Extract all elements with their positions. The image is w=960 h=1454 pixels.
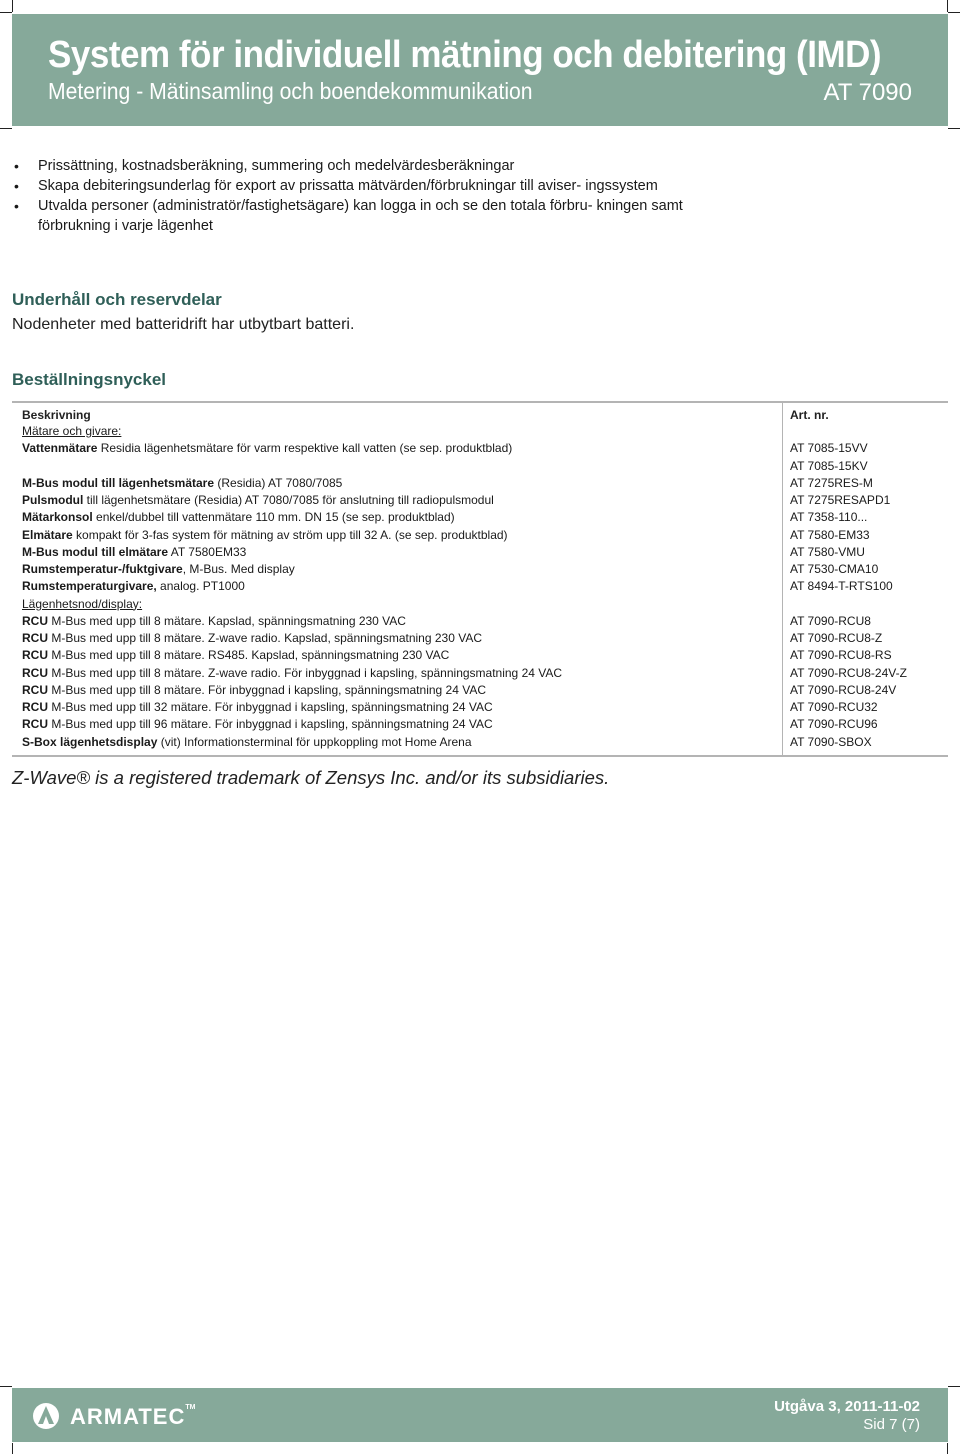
crop-mark (0, 128, 12, 129)
list-item: • Skapa debiteringsunderlag för export av prissatta mätvärden/förbrukningar till aviser- ingssystem (12, 176, 692, 196)
row-detail: till lägenhetsmätare (Residia) AT 7080/7085 för anslutning till radiopulsmodul (83, 493, 494, 507)
row-article-number: AT 7090-RCU8 (790, 613, 871, 628)
trademark-note: Z-Wave® is a registered trademark of Zensys Inc. and/or its subsidiaries. (12, 767, 610, 788)
row-detail: Residia lägenhetsmätare för varm respektive kall vatten (se sep. produktblad) (97, 441, 513, 456)
table-row (12, 613, 948, 630)
row-description (22, 509, 455, 526)
table-row (12, 665, 948, 682)
product-code: AT 7090 (823, 79, 912, 106)
row-detail: analog. PT1000 (156, 579, 245, 594)
table-row (12, 527, 948, 544)
row-lead: RCU (22, 665, 48, 680)
row-lead: RCU (22, 682, 48, 697)
row-detail: M-Bus med upp till 8 mätare. För inbyggnad i kapsling, spänningsmatning 24 VAC (48, 682, 487, 697)
table-row (12, 440, 948, 457)
row-description (22, 596, 142, 613)
row-article-number: AT 7090-SBOX (790, 734, 872, 749)
page-title: System för individuell mätning och debitering (IMD) (48, 34, 882, 76)
row-article-number: AT 7090-RCU8-Z (790, 631, 883, 645)
row-detail: M-Bus med upp till 8 mätare. Kapslad, spänningsmatning 230 VAC (48, 613, 406, 628)
order-key-heading: Beställningsnyckel (12, 370, 167, 389)
column-header-description: Beskrivning (22, 408, 91, 422)
row-lead: Rumstemperaturgivare, (22, 579, 157, 594)
row-detail: (Residia) AT 7080/7085 (214, 475, 343, 490)
row-detail: enkel/dubbel till vattenmätare 110 mm. DN 15 (se sep. produktblad) (92, 510, 455, 525)
row-lead: RCU (22, 700, 48, 714)
row-description (22, 475, 342, 492)
row-article-number: AT 7090-RCU8-24V (790, 682, 897, 697)
brand-name (70, 1404, 195, 1430)
row-article-number: AT 7530-CMA10 (790, 562, 879, 576)
row-article-number: AT 7580-VMU (790, 544, 865, 559)
row-detail: M-Bus med upp till 32 mätare. För inbyggnad i kapsling, spänningsmatning 24 VAC (48, 700, 493, 714)
row-description (22, 440, 512, 457)
row-article-number: AT 7358-110... (790, 510, 868, 525)
table-row (12, 578, 948, 595)
column-header-article: Art. nr. (790, 408, 829, 422)
header-band (12, 14, 948, 126)
table-row (12, 630, 948, 647)
feature-list (12, 156, 692, 236)
row-lead: Rumstemperatur-/fuktgivare (22, 562, 183, 576)
row-description (22, 734, 472, 751)
footer-band (12, 1388, 948, 1442)
row-lead: RCU (22, 613, 48, 628)
row-description (22, 527, 508, 544)
table-row (12, 716, 948, 733)
row-description (22, 682, 486, 699)
row-detail: M-Bus med upp till 96 mätare. För inbyggnad i kapsling, spänningsmatning 24 VAC (48, 717, 493, 732)
row-article-number: AT 7580-EM33 (790, 527, 870, 542)
row-detail: , M-Bus. Med display (182, 562, 295, 576)
row-description (22, 665, 562, 682)
maintenance-text: Nodenheter med batteridrift har utbytbart batteri. (12, 316, 355, 333)
crop-mark (947, 1443, 948, 1454)
row-description (22, 613, 406, 630)
table-row (12, 682, 948, 699)
brand-trademark: TM (185, 1404, 196, 1411)
table-row (12, 423, 948, 440)
row-article-number: AT 7085-15KV (790, 458, 868, 473)
crop-mark (0, 1386, 12, 1387)
row-lead: Elmätare (22, 527, 73, 542)
row-description (22, 561, 295, 578)
edition-date: Utgåva 3, 2011-11-02 (774, 1398, 920, 1415)
row-detail: (vit) Informationsterminal för uppkoppling mot Home Arena (157, 734, 472, 749)
row-lead: Vattenmätare (22, 441, 98, 456)
crop-mark (0, 12, 12, 13)
row-article-number: AT 7090-RCU8-24V-Z (790, 665, 907, 680)
table-row (12, 734, 948, 751)
row-lead: M-Bus modul till elmätare (22, 544, 169, 559)
table-row (12, 509, 948, 526)
row-description (22, 716, 493, 733)
row-detail: M-Bus med upp till 8 mätare. Z-wave radio. Kapslad, spänningsmatning 230 VAC (48, 631, 482, 645)
table-row (12, 492, 948, 509)
row-lead: Pulsmodul (22, 493, 84, 507)
row-description (22, 647, 449, 664)
table-row (12, 596, 948, 613)
crop-mark (947, 0, 948, 12)
row-description (22, 423, 121, 440)
row-lead: RCU (22, 648, 48, 663)
row-lead: S-Box lägenhetsdisplay (22, 734, 158, 749)
table-row (12, 561, 948, 578)
maintenance-heading: Underhåll och reservdelar (12, 290, 222, 309)
order-table (12, 401, 948, 757)
row-description (22, 544, 246, 561)
row-lead: Lägenhetsnod/display: (22, 596, 143, 611)
table-row (12, 647, 948, 664)
list-item: • Utvalda personer (administratör/fastighetsägare) kan logga in och se den totala förbru- kningen samt förbrukning i varje lägenhet (12, 196, 692, 236)
row-article-number: AT 7090-RCU8-RS (790, 648, 892, 663)
brand-name-text: ARMATEC (70, 1404, 186, 1429)
page-subtitle: Metering - Mätinsamling och boendekommunikation (48, 78, 533, 104)
row-lead: Mätare och givare: (22, 424, 122, 438)
crop-mark (948, 128, 960, 129)
row-article-number: AT 7090-RCU96 (790, 717, 878, 732)
table-row (12, 458, 948, 475)
crop-mark (12, 0, 13, 12)
row-description (22, 630, 482, 647)
row-article-number: AT 7275RESAPD1 (790, 493, 891, 507)
row-description (22, 699, 493, 716)
row-lead: M-Bus modul till lägenhetsmätare (22, 475, 215, 490)
armatec-logo-icon (32, 1402, 60, 1430)
row-article-number: AT 7275RES-M (790, 475, 873, 490)
row-article-number: AT 7090-RCU32 (790, 700, 878, 714)
crop-mark (948, 12, 960, 13)
row-lead: RCU (22, 631, 48, 645)
table-row (12, 475, 948, 492)
row-article-number: AT 8494-T-RTS100 (790, 579, 893, 594)
table-row (12, 544, 948, 561)
page-number: Sid 7 (7) (863, 1416, 920, 1433)
row-detail: kompakt för 3-fas system för mätning av ström upp till 32 A. (se sep. produktblad) (72, 527, 508, 542)
row-lead: RCU (22, 717, 48, 732)
row-description (22, 492, 494, 509)
row-detail: AT 7580EM33 (168, 544, 247, 559)
list-item: • Prissättning, kostnadsberäkning, summering och medelvärdesberäkningar (12, 156, 692, 176)
row-lead: Mätarkonsol (22, 510, 93, 525)
row-description (22, 578, 245, 595)
row-detail: M-Bus med upp till 8 mätare. Z-wave radio. För inbyggnad i kapsling, spänningsmatning 24 VAC (48, 665, 563, 680)
row-detail: M-Bus med upp till 8 mätare. RS485. Kapslad, spänningsmatning 230 VAC (48, 648, 450, 663)
row-article-number: AT 7085-15VV (790, 441, 868, 456)
crop-mark (12, 1443, 13, 1454)
table-row (12, 699, 948, 716)
crop-mark (948, 1386, 960, 1387)
